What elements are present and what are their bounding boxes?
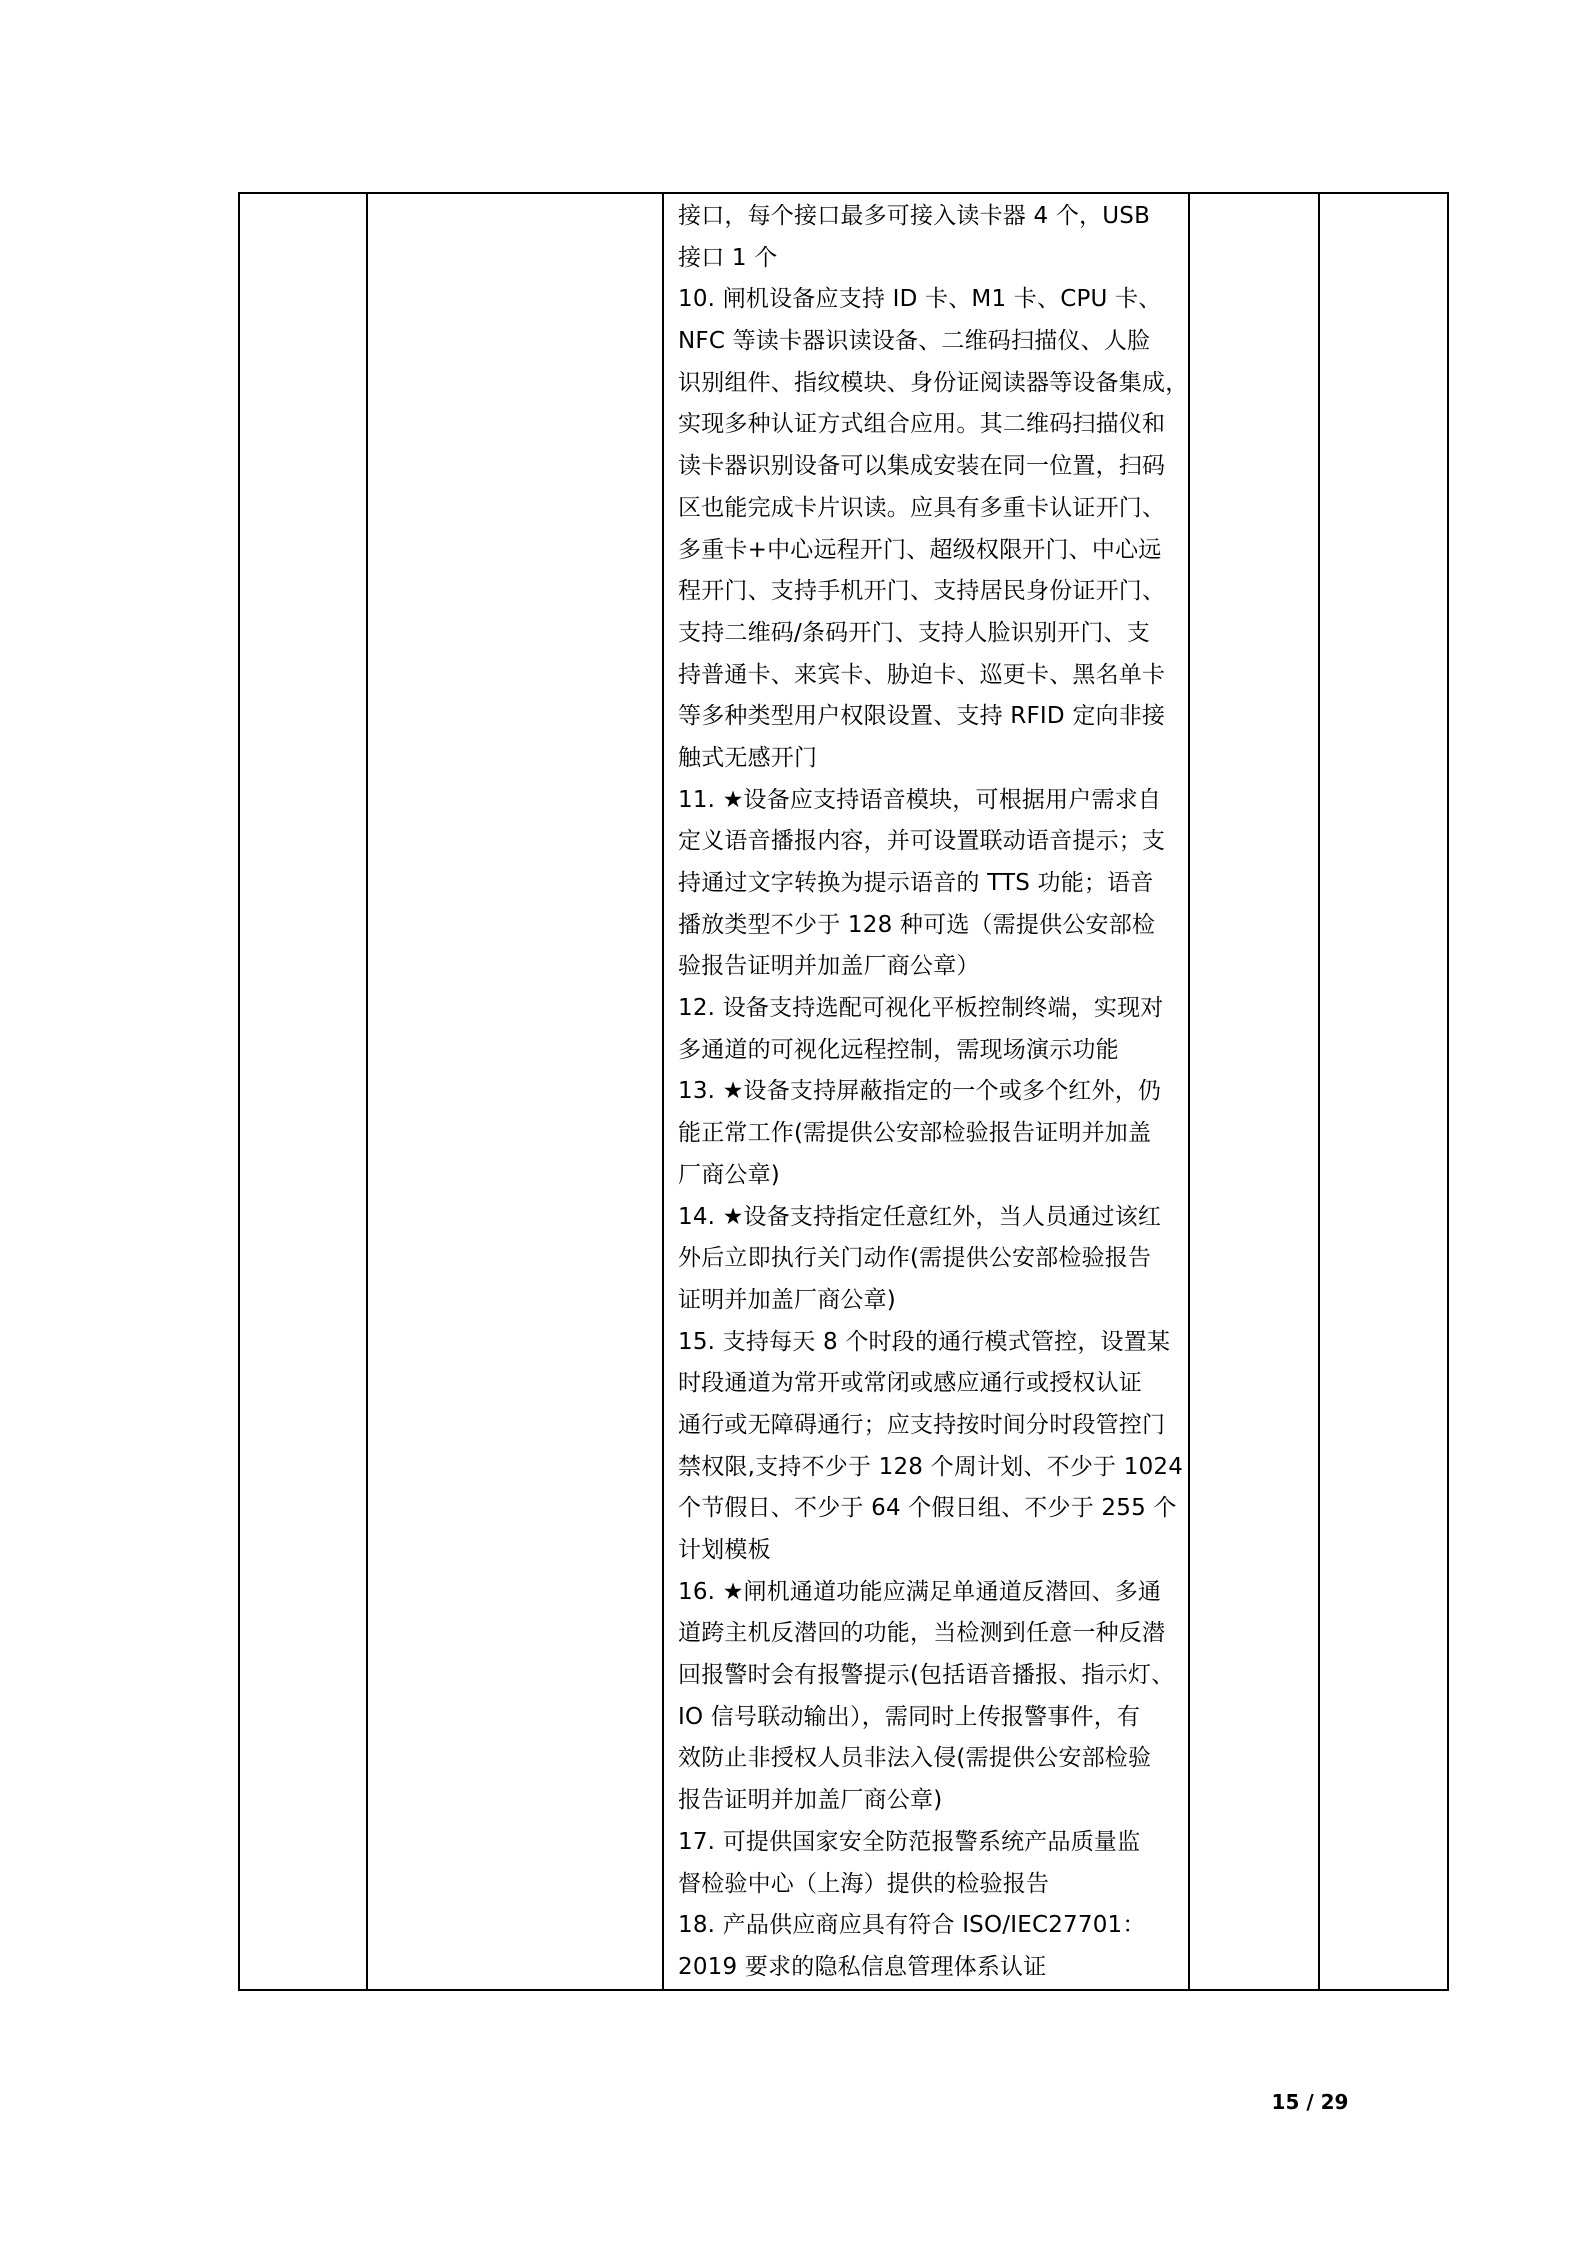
spec-text-line: 播放类型不少于 128 种可选（需提供公安部检: [678, 911, 1156, 938]
spec-text-line: 程开门、支持手机开门、支持居民身份证开门、: [678, 578, 1166, 605]
spec-text-line: 定义语音播报内容，并可设置联动语音提示；支: [678, 828, 1166, 855]
spec-text-line: 等多种类型用户权限设置、支持 RFID 定向非接: [678, 703, 1166, 730]
spec-text-line: 个节假日、不少于 64 个假日组、不少于 255 个: [678, 1495, 1177, 1522]
spec-text-line: 多通道的可视化远程控制，需现场演示功能: [678, 1036, 1119, 1063]
spec-text-line: 接口，每个接口最多可接入读卡器 4 个，USB: [678, 203, 1151, 229]
spec-text-line: 12. 设备支持选配可视化平板控制终端，实现对: [678, 995, 1164, 1022]
spec-text-line: 督检验中心（上海）提供的检验报告: [678, 1870, 1050, 1897]
table-cell-remark: [1319, 193, 1448, 1990]
spec-text-line: 15. 支持每天 8 个时段的通行模式管控，设置某: [678, 1328, 1171, 1355]
spec-text-line: 外后立即执行关门动作(需提供公安部检验报告: [678, 1245, 1152, 1272]
table-cell-quantity: [1189, 193, 1319, 1990]
spec-text-line: 持普通卡、来宾卡、胁迫卡、巡更卡、黑名单卡: [678, 661, 1166, 688]
spec-text-line: 厂商公章): [678, 1161, 780, 1188]
spec-text-line: 识别组件、指纹模块、身份证阅读器等设备集成，: [678, 369, 1189, 396]
page-number: 15 / 29: [1271, 2090, 1349, 2114]
spec-text-line: 2019 要求的隐私信息管理体系认证: [678, 1953, 1047, 1980]
spec-text-line: 17. 可提供国家安全防范报警系统产品质量监: [678, 1828, 1141, 1855]
spec-text-line: 实现多种认证方式组合应用。其二维码扫描仪和: [678, 411, 1166, 438]
spec-text-line: 效防止非授权人员非法入侵(需提供公安部检验: [678, 1745, 1152, 1772]
spec-text-line: 报告证明并加盖厂商公章): [678, 1787, 943, 1814]
spec-text-line: 禁权限,支持不少于 128 个周计划、不少于 1024: [678, 1453, 1184, 1480]
spec-text-line: NFC 等读卡器识读设备、二维码扫描仪、人脸: [678, 328, 1151, 355]
spec-text: [664, 194, 1188, 1989]
spec-table: [238, 192, 1449, 1991]
spec-text-line: 16. ★闸机通道功能应满足单通道反潜回、多通: [678, 1578, 1162, 1605]
spec-text-line: 11. ★设备应支持语音模块，可根据用户需求自: [678, 786, 1162, 813]
table-cell-index: [239, 193, 367, 1990]
spec-text-line: 回报警时会有报警提示(包括语音播报、指示灯、: [678, 1662, 1175, 1689]
spec-text-line: 验报告证明并加盖厂商公章）: [678, 953, 980, 980]
spec-text-line: 道跨主机反潜回的功能，当检测到任意一种反潜: [678, 1620, 1166, 1647]
spec-text-line: 计划模板: [678, 1537, 771, 1563]
spec-text-line: 14. ★设备支持指定任意红外，当人员通过该红: [678, 1203, 1162, 1230]
table-cell-spec: [663, 193, 1189, 1990]
spec-text-line: 时段通道为常开或常闭或感应通行或授权认证: [678, 1370, 1142, 1397]
spec-text-line: 接口 1 个: [678, 244, 778, 271]
spec-text-line: 读卡器识别设备可以集成安装在同一位置，扫码: [678, 453, 1166, 480]
spec-text-line: 18. 产品供应商应具有符合 ISO/IEC27701：: [678, 1912, 1146, 1939]
spec-text-line: 区也能完成卡片识读。应具有多重卡认证开门、: [678, 494, 1166, 521]
spec-text-line: 能正常工作(需提供公安部检验报告证明并加盖: [678, 1120, 1152, 1147]
spec-text-line: 13. ★设备支持屏蔽指定的一个或多个红外，仍: [678, 1078, 1162, 1105]
table-cell-item: [367, 193, 663, 1990]
table-row: [239, 193, 1448, 1990]
spec-text-line: 证明并加盖厂商公章): [678, 1286, 896, 1313]
spec-text-line: 多重卡+中心远程开门、超级权限开门、中心远: [678, 536, 1162, 563]
spec-text-line: 支持二维码/条码开门、支持人脸识别开门、支: [678, 619, 1150, 646]
spec-text-line: IO 信号联动输出），需同时上传报警事件，有: [678, 1703, 1141, 1730]
spec-text-line: 触式无感开门: [678, 744, 818, 771]
spec-text-line: 通行或无障碍通行；应支持按时间分时段管控门: [678, 1411, 1166, 1438]
spec-text-line: 持通过文字转换为提示语音的 TTS 功能；语音: [678, 870, 1154, 896]
spec-text-line: 10. 闸机设备应支持 ID 卡、M1 卡、CPU 卡、: [678, 286, 1162, 313]
